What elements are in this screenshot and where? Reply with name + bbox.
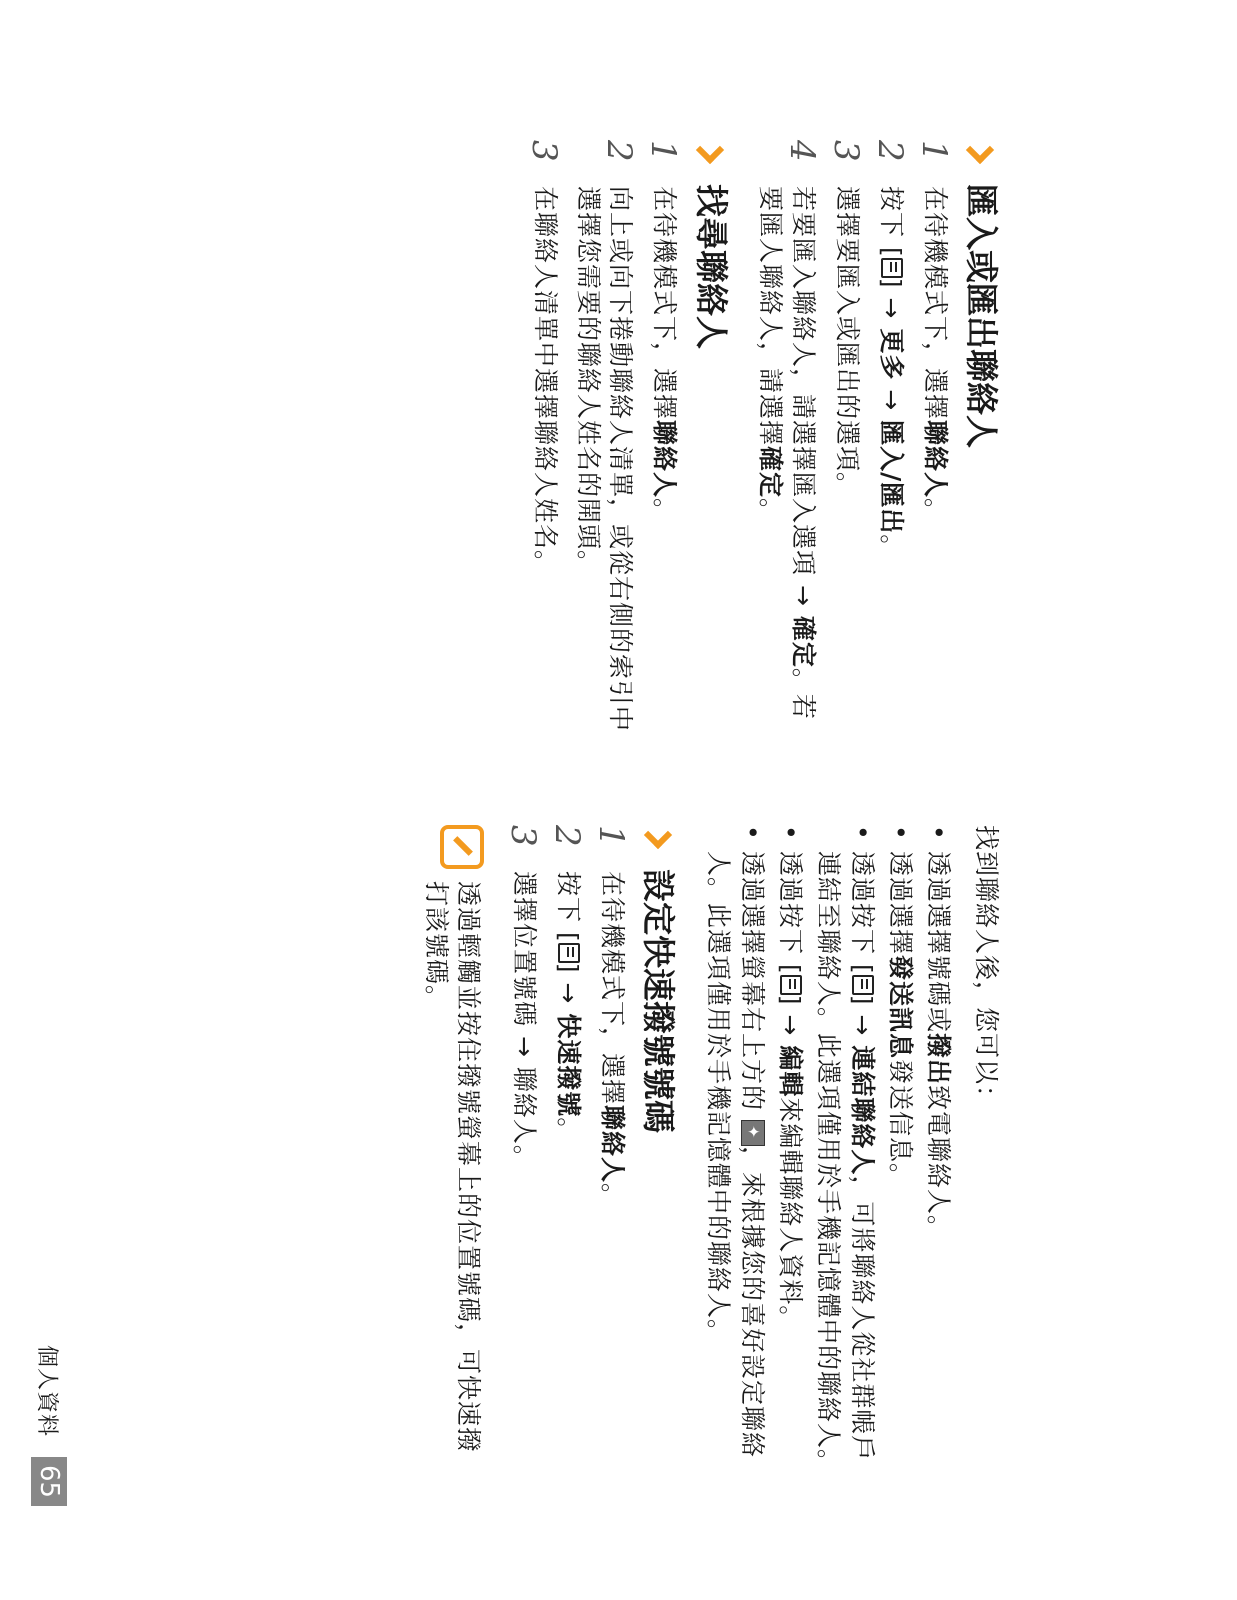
- list-item: • 透過按下 [] → 連結聯絡人，可將聯絡人從社群帳戶連結至聯絡人。此選項僅用於手機記憶體中的聯絡人。: [814, 825, 878, 1476]
- step-1: 1 在待機模式下，選擇聯絡人。: [643, 140, 684, 525]
- found-options-list: [702, 825, 956, 1475]
- step-3: 3 在聯絡人清單中選擇聯絡人姓名。: [524, 140, 565, 577]
- menu-key-icon: [781, 975, 803, 995]
- page-footer: [31, 1345, 67, 1506]
- footer-section-label: 個人資料: [34, 1345, 60, 1438]
- find-steps: [524, 140, 684, 740]
- note-pencil-icon: [440, 825, 484, 869]
- step-2: 2 按下 [] → 快速撥號。: [547, 825, 588, 1144]
- page-number: 65: [31, 1457, 67, 1506]
- step-3: 3 選擇要匯入或匯出的選項。: [825, 140, 866, 499]
- step-4: 4 若要匯入聯絡人，請選擇匯入選項 → 確定。若要匯人聯絡人，請選擇確定。: [756, 140, 822, 720]
- list-item: • 透過選擇號碼或撥出致電聯絡人。: [924, 825, 954, 1242]
- menu-key-icon: [558, 943, 580, 963]
- step-1: 1 在待機模式下，選擇聯絡人。: [591, 825, 632, 1210]
- step-2: 2 向上或向下捲動聯絡人清單，或從右側的索引中選擇您需要的聯絡人姓名的開頭。: [574, 140, 640, 733]
- found-intro: 找到聯絡人後，您可以：: [972, 825, 1001, 1112]
- star-icon: [742, 1120, 766, 1146]
- list-item: • 透過選擇螢幕右上方的 ✦，來根據您的喜好設定聯絡人。此選項僅用於手機記憶體中的聯絡人。: [702, 825, 770, 1475]
- menu-key-icon: [853, 975, 875, 995]
- step-3: 3 選擇位置號碼 → 聯絡人。: [503, 825, 544, 1171]
- list-item: • 透過按下 [] → 編輯來編輯聯絡人資料。: [776, 825, 806, 1332]
- left-column: [506, 140, 1003, 740]
- section-title-speed-dial: 設定快速撥號號碼: [638, 825, 679, 1475]
- chevron-right-icon: [648, 825, 670, 847]
- import-export-steps: [754, 140, 954, 740]
- right-column: [419, 825, 1002, 1475]
- list-item: • 透過選擇發送訊息發送信息。: [886, 825, 916, 1190]
- section-title-import-export: 匯入或匯出聯絡人: [961, 140, 1002, 740]
- tip-note: 透過輕觸並按住撥號螢幕上的位置號碼，可快速撥打該號碼。: [419, 825, 484, 1475]
- step-2: 2 按下 [] → 更多 → 匯入/匯出。: [869, 140, 910, 561]
- speed-dial-steps: [503, 825, 632, 1475]
- chevron-right-icon: [970, 140, 992, 162]
- section-title-find: 找尋聯絡人: [691, 140, 732, 740]
- menu-key-icon: [881, 258, 903, 278]
- step-1: 1 在待機模式下，選擇聯絡人。: [913, 140, 954, 525]
- chevron-right-icon: [700, 140, 722, 162]
